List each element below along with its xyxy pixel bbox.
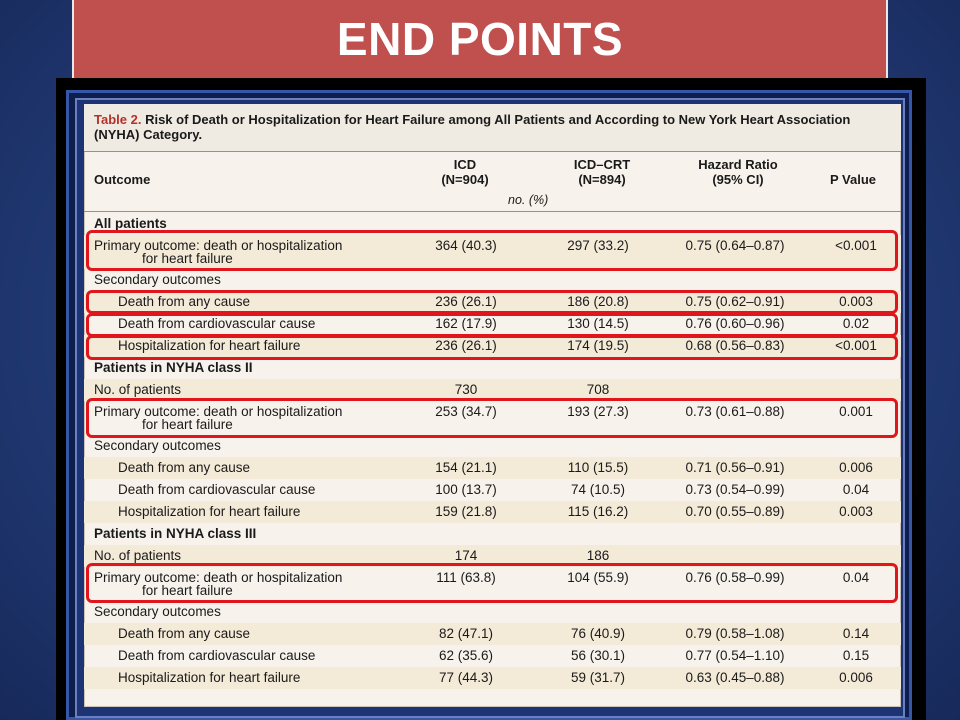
subsection-label: Secondary outcomes bbox=[94, 604, 221, 619]
icd-value: 154 (21.1) bbox=[435, 460, 497, 475]
p-value: 0.14 bbox=[842, 626, 870, 641]
hazard-ratio-value: 0.76 (0.60–0.96) bbox=[685, 316, 785, 331]
slide-title: END POINTS bbox=[336, 13, 624, 65]
icd-value: 174 bbox=[454, 548, 478, 563]
outcome-label: Death from cardiovascular cause bbox=[118, 316, 316, 331]
outcome-label: Death from cardiovascular cause bbox=[118, 482, 316, 497]
outcome-label-continued: for heart failure bbox=[142, 251, 233, 266]
subsection-label: Secondary outcomes bbox=[94, 438, 221, 453]
slide-title-banner bbox=[72, 0, 888, 80]
table-caption-text: Risk of Death or Hospitalization for Heart Failure among All Patients and According to New York Heart Association (NYHA) Category. bbox=[94, 112, 851, 142]
subsection-label: Secondary outcomes bbox=[94, 272, 221, 287]
p-value: 0.001 bbox=[839, 404, 873, 419]
p-value: 0.02 bbox=[842, 316, 870, 331]
section-label: Patients in NYHA class III bbox=[94, 526, 257, 541]
header-hazard-ratio bbox=[678, 157, 798, 187]
p-value: 0.04 bbox=[842, 482, 870, 497]
p-value: <0.001 bbox=[835, 338, 877, 353]
hazard-ratio-value: 0.73 (0.61–0.88) bbox=[685, 404, 785, 419]
header-icd-n: (N=904) bbox=[441, 172, 489, 187]
header-hazard-ratio-ci: (95% CI) bbox=[712, 172, 764, 187]
outcome-label-continued: for heart failure bbox=[142, 417, 233, 432]
outcome-label: Hospitalization for heart failure bbox=[118, 338, 301, 353]
icd-value: 62 (35.6) bbox=[438, 648, 494, 663]
outcome-label: Primary outcome: death or hospitalization bbox=[94, 570, 343, 585]
outcome-label: Hospitalization for heart failure bbox=[118, 670, 301, 685]
hazard-ratio-value: 0.77 (0.54–1.10) bbox=[685, 648, 785, 663]
icd-value: 159 (21.8) bbox=[435, 504, 497, 519]
icd-crt-value: 186 bbox=[586, 548, 610, 563]
icd-crt-value: 104 (55.9) bbox=[567, 570, 629, 585]
header-icd-crt-label: ICD–CRT bbox=[573, 157, 631, 172]
p-value: 0.006 bbox=[839, 460, 873, 475]
icd-crt-value: 193 (27.3) bbox=[567, 404, 629, 419]
icd-crt-value: 297 (33.2) bbox=[567, 238, 629, 253]
icd-value: 236 (26.1) bbox=[435, 338, 497, 353]
outcome-label: No. of patients bbox=[94, 548, 182, 563]
outcome-label: Death from any cause bbox=[118, 460, 251, 475]
p-value: 0.003 bbox=[839, 294, 873, 309]
units-label: no. (%) bbox=[508, 193, 549, 207]
outcome-label: Hospitalization for heart failure bbox=[118, 504, 301, 519]
table-caption bbox=[94, 112, 884, 142]
table-caption-label: Table 2. bbox=[94, 112, 142, 127]
hazard-ratio-value: 0.70 (0.55–0.89) bbox=[685, 504, 785, 519]
hazard-ratio-value: 0.75 (0.64–0.87) bbox=[685, 238, 785, 253]
header-icd bbox=[420, 157, 510, 187]
hazard-ratio-value: 0.76 (0.58–0.99) bbox=[685, 570, 785, 585]
outcome-label: No. of patients bbox=[94, 382, 182, 397]
header-icd-label: ICD bbox=[453, 157, 477, 172]
icd-value: 111 (63.8) bbox=[436, 570, 496, 585]
p-value: 0.15 bbox=[842, 648, 870, 663]
icd-crt-value: 76 (40.9) bbox=[570, 626, 626, 641]
hazard-ratio-value: 0.68 (0.56–0.83) bbox=[685, 338, 785, 353]
icd-crt-value: 110 (15.5) bbox=[567, 460, 629, 475]
icd-value: 236 (26.1) bbox=[435, 294, 497, 309]
header-rule bbox=[84, 211, 901, 212]
outcome-label: Death from any cause bbox=[118, 294, 251, 309]
icd-crt-value: 174 (19.5) bbox=[567, 338, 629, 353]
icd-value: 82 (47.1) bbox=[438, 626, 494, 641]
outcome-label-continued: for heart failure bbox=[142, 583, 233, 598]
highlight-box bbox=[86, 290, 898, 314]
icd-value: 730 bbox=[454, 382, 478, 397]
icd-crt-value: 708 bbox=[586, 382, 610, 397]
highlight-box bbox=[86, 313, 898, 337]
hazard-ratio-value: 0.63 (0.45–0.88) bbox=[685, 670, 785, 685]
header-outcome: Outcome bbox=[94, 172, 151, 187]
header-p-value: P Value bbox=[829, 172, 876, 187]
icd-crt-value: 115 (16.2) bbox=[567, 504, 629, 519]
hazard-ratio-value: 0.73 (0.54–0.99) bbox=[685, 482, 785, 497]
highlight-box bbox=[86, 230, 898, 271]
hazard-ratio-value: 0.79 (0.58–1.08) bbox=[685, 626, 785, 641]
icd-value: 100 (13.7) bbox=[435, 482, 497, 497]
header-icd-crt bbox=[552, 157, 652, 187]
highlight-box bbox=[86, 335, 898, 360]
p-value: <0.001 bbox=[835, 238, 877, 253]
header-icd-crt-n: (N=894) bbox=[578, 172, 626, 187]
icd-value: 162 (17.9) bbox=[435, 316, 497, 331]
icd-crt-value: 74 (10.5) bbox=[570, 482, 626, 497]
icd-crt-value: 59 (31.7) bbox=[570, 670, 626, 685]
section-label: Patients in NYHA class II bbox=[94, 360, 253, 375]
highlight-box bbox=[86, 563, 898, 603]
highlight-box bbox=[86, 398, 898, 438]
icd-value: 364 (40.3) bbox=[435, 238, 497, 253]
p-value: 0.04 bbox=[842, 570, 870, 585]
p-value: 0.006 bbox=[839, 670, 873, 685]
outcome-label: Death from cardiovascular cause bbox=[118, 648, 316, 663]
hazard-ratio-value: 0.71 (0.56–0.91) bbox=[685, 460, 785, 475]
hazard-ratio-value: 0.75 (0.62–0.91) bbox=[685, 294, 785, 309]
p-value: 0.003 bbox=[839, 504, 873, 519]
icd-crt-value: 186 (20.8) bbox=[567, 294, 629, 309]
outcome-label: Primary outcome: death or hospitalization bbox=[94, 404, 343, 419]
section-label: All patients bbox=[94, 216, 167, 231]
icd-crt-value: 130 (14.5) bbox=[567, 316, 629, 331]
icd-crt-value: 56 (30.1) bbox=[570, 648, 626, 663]
icd-value: 77 (44.3) bbox=[438, 670, 494, 685]
icd-value: 253 (34.7) bbox=[435, 404, 497, 419]
outcome-label: Death from any cause bbox=[118, 626, 251, 641]
outcome-label: Primary outcome: death or hospitalization bbox=[94, 238, 343, 253]
header-hazard-ratio-label: Hazard Ratio bbox=[698, 157, 778, 172]
